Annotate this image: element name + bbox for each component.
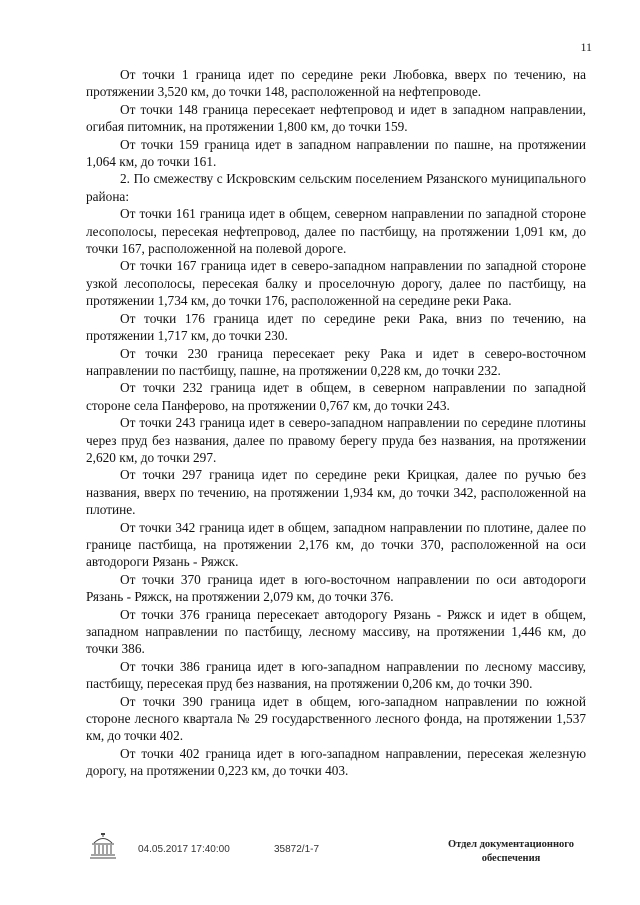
paragraph: От точки 167 граница идет в северо-западном направлении по западной стороне узкой лесополосы, пересекая балку и проселочную дорогу, далее по пастбищу, на протяжении 1,734 км, до точки 176, расположенной на середине реки Рака.: [86, 258, 586, 309]
paragraph: От точки 148 граница пересекает нефтепровод и идет в западном направлении, огибая питомник, на протяжении 1,800 км, до точки 159.: [86, 101, 586, 135]
paragraph: От точки 376 граница пересекает автодорогу Рязань - Ряжск и идет в общем, западном направлении по пастбищу, лесному массиву, на протяжении 1,446 км, до точки 386.: [86, 606, 586, 657]
paragraph: От точки 161 граница идет в общем, северном направлении по западной стороне лесополосы, пересекая нефтепровод, далее по пастбищу, на протяжении 1,091 км, до точки 167, расположенной на полевой дороге.: [86, 206, 586, 257]
document-footer: [78, 832, 598, 882]
document-body: [86, 66, 586, 780]
footer-document-code: 35872/1-7: [274, 844, 320, 855]
building-emblem-icon: [88, 832, 118, 862]
paragraph: От точки 386 граница идет в юго-западном направлении по лесному массиву, пастбищу, пересекая пруд без названия, на протяжении 0,206 км, до точки 390.: [86, 658, 586, 692]
paragraph: От точки 232 граница идет в общем, в северном направлении по западной стороне села Панферово, на протяжении 0,767 км, до точки 243.: [86, 380, 586, 413]
paragraph: От точки 297 граница идет по середине реки Крицкая, далее по ручью без названия, вверх по течению, на протяжении 1,934 км, до точки 342, расположенной на плотине.: [86, 467, 586, 518]
paragraph: От точки 390 граница идет в общем, юго-западном направлении по южной стороне лесного квартала № 29 государственного лесного фонда, на протяжении 1,537 км, до точки 402.: [86, 693, 586, 744]
paragraph: От точки 230 граница пересекает реку Рака и идет в северо-восточном направлении по пастбищу, пашне, на протяжении 0,228 км, до точки 232.: [86, 345, 586, 378]
paragraph: От точки 370 граница идет в юго-восточном направлении по оси автодороги Рязань - Ряжск, на протяжении 2,079 км, до точки 376.: [86, 571, 586, 605]
paragraph: От точки 402 граница идет в юго-западном направлении, пересекая железную дорогу, на протяжении 0,223 км, до точки 403.: [86, 745, 586, 779]
paragraph: 2. По смежеству с Искровским сельским поселением Рязанского муниципального района:: [86, 171, 586, 204]
footer-department: [436, 838, 586, 866]
paragraph: От точки 1 граница идет по середине реки Любовка, вверх по течению, на протяжении 3,520 км, до точки 148, расположенной на нефтепроводе.: [86, 67, 586, 100]
paragraph: От точки 159 граница идет в западном направлении по пашне, на протяжении 1,064 км, до точки 161.: [86, 136, 586, 170]
paragraph: От точки 342 граница идет в общем, западном направлении по плотине, далее по границе пастбища, на протяжении 2,176 км, до точки 370, расположенной на оси автодороги Рязань - Ряжск.: [86, 519, 586, 570]
page-number: 11: [580, 40, 592, 54]
department-line: обеспечения: [481, 853, 541, 864]
paragraph: От точки 243 граница идет в северо-западном направлении по середине плотины через пруд без названия, далее по правому берегу пруда без названия, на протяжении 2,620 км, до точки 297.: [86, 415, 586, 465]
paragraph: От точки 176 граница идет по середине реки Рака, вниз по течению, на протяжении 1,717 км, до точки 230.: [86, 310, 586, 344]
footer-datetime: 04.05.2017 17:40:00: [138, 844, 230, 855]
department-line: Отдел документационного: [447, 839, 575, 850]
